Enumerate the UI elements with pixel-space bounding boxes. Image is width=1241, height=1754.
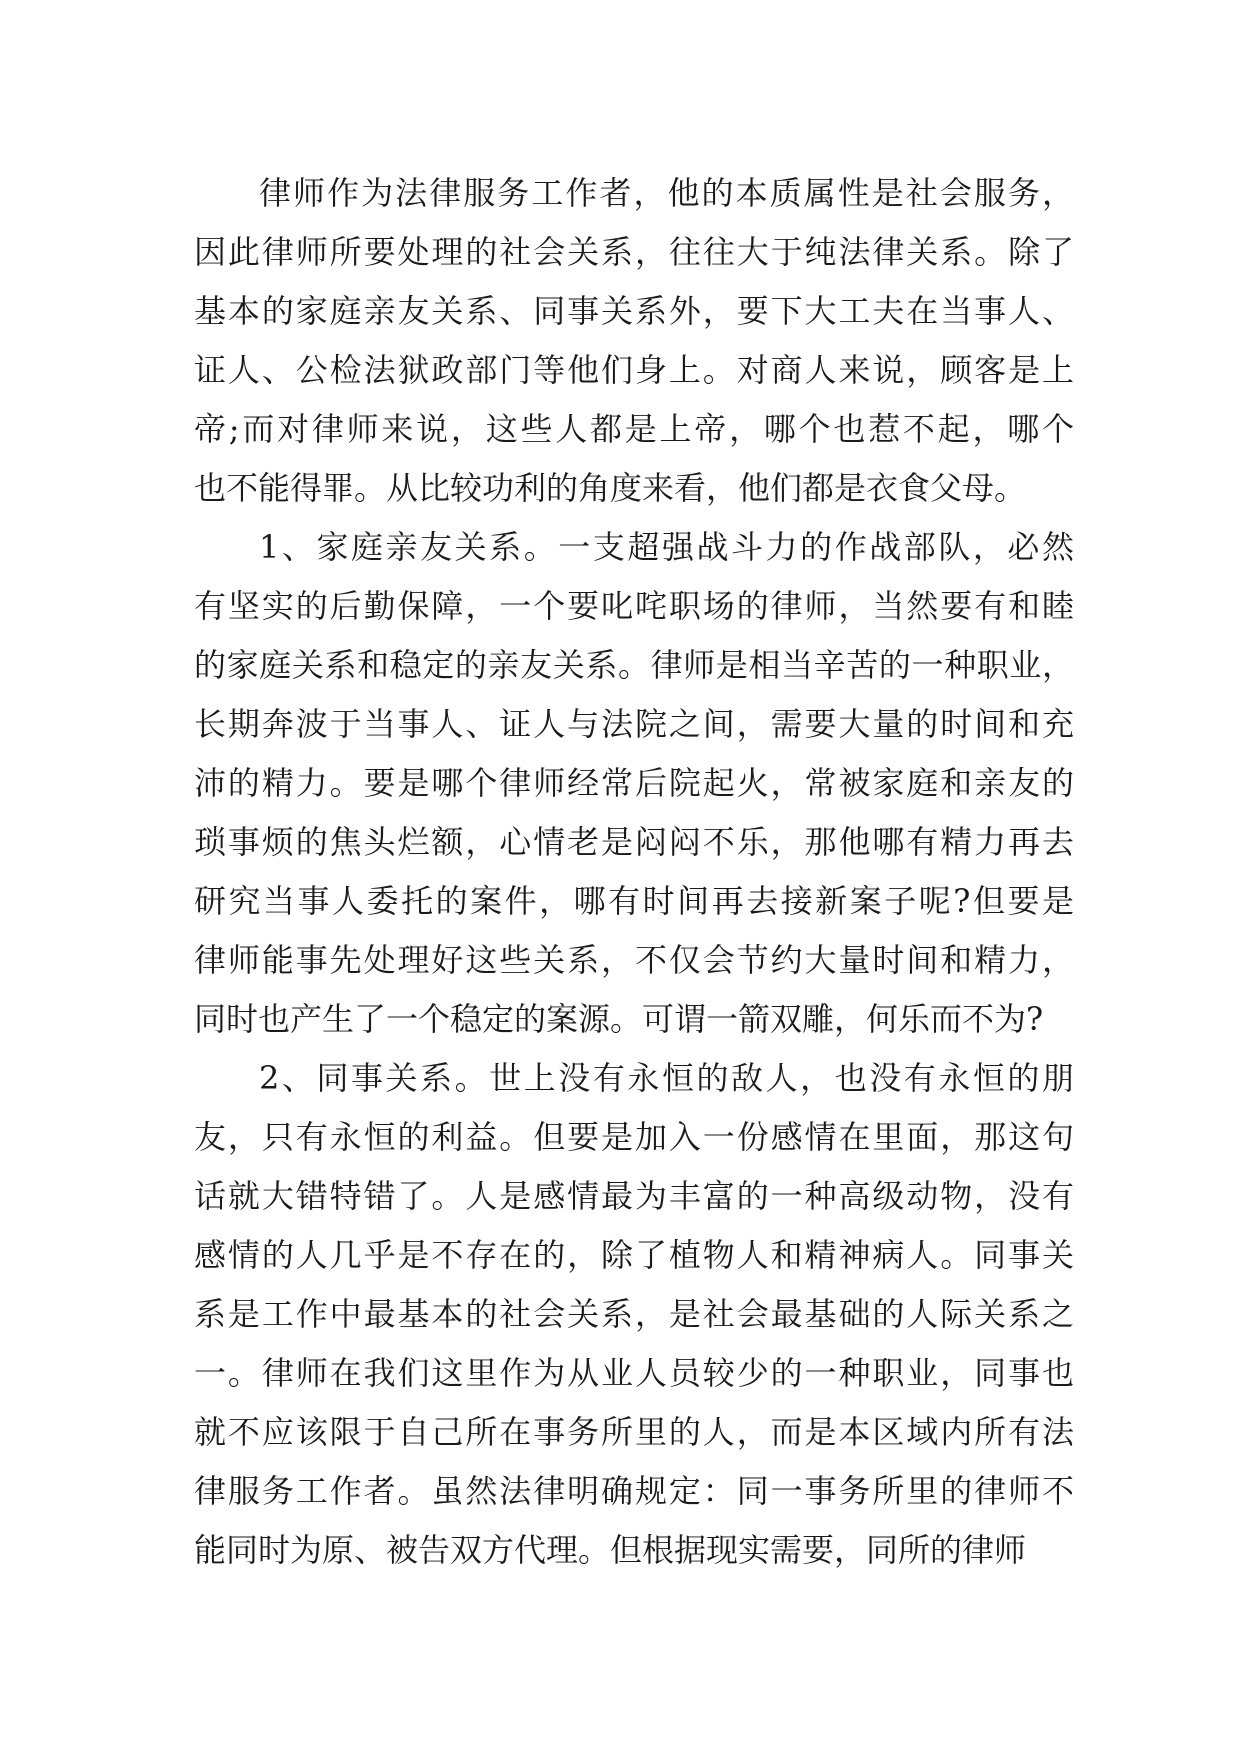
paragraph-intro: [194, 164, 1074, 518]
text-line: 感情的人几乎是不存在的，除了植物人和精神病人。同事关: [194, 1236, 1074, 1274]
body-text: [194, 164, 1074, 1580]
text-line: 律师作为法律服务工作者，他的本质属性是社会服务，: [259, 174, 1074, 212]
paragraph-colleague-relations: [194, 1049, 1074, 1580]
text-line: 琐事烦的焦头烂额，心情老是闷闷不乐，那他哪有精力再去: [194, 823, 1074, 861]
text-line: 同时也产生了一个稳定的案源。可谓一箭双雕，何乐而不为?: [194, 1000, 1044, 1038]
text-line: 帝;而对律师来说，这些人都是上帝，哪个也惹不起，哪个: [194, 410, 1074, 448]
text-line: 因此律师所要处理的社会关系，往往大于纯法律关系。除了: [194, 233, 1074, 271]
text-line: 证人、公检法狱政部门等他们身上。对商人来说，顾客是上: [194, 351, 1074, 389]
text-line: 研究当事人委托的案件，哪有时间再去接新案子呢?但要是: [194, 882, 1074, 920]
text-line: 沛的精力。要是哪个律师经常后院起火，常被家庭和亲友的: [194, 764, 1074, 802]
text-line: 就不应该限于自己所在事务所里的人，而是本区域内所有法: [194, 1413, 1074, 1451]
text-line: 律服务工作者。虽然法律明确规定：同一事务所里的律师不: [194, 1472, 1074, 1510]
text-line: 有坚实的后勤保障，一个要叱咤职场的律师，当然要有和睦: [194, 587, 1074, 625]
text-line: 律师能事先处理好这些关系，不仅会节约大量时间和精力，: [194, 941, 1074, 979]
text-line: 长期奔波于当事人、证人与法院之间，需要大量的时间和充: [194, 705, 1074, 743]
text-line: 的家庭关系和稳定的亲友关系。律师是相当辛苦的一种职业，: [194, 646, 1074, 684]
text-line: 2、同事关系。世上没有永恒的敌人，也没有永恒的朋: [259, 1059, 1074, 1097]
text-line: 也不能得罪。从比较功利的角度来看，他们都是衣食父母。: [194, 469, 1027, 507]
text-line: 话就大错特错了。人是感情最为丰富的一种高级动物，没有: [194, 1177, 1074, 1215]
text-line: 1、家庭亲友关系。一支超强战斗力的作战部队，必然: [259, 528, 1074, 566]
text-line: 一。律师在我们这里作为从业人员较少的一种职业，同事也: [194, 1354, 1074, 1392]
text-line: 友，只有永恒的利益。但要是加入一份感情在里面，那这句: [194, 1118, 1074, 1156]
text-line: 能同时为原、被告双方代理。但根据现实需要，同所的律师: [194, 1531, 1027, 1569]
text-line: 系是工作中最基本的社会关系，是社会最基础的人际关系之: [194, 1295, 1074, 1333]
text-line: 基本的家庭亲友关系、同事关系外，要下大工夫在当事人、: [194, 292, 1074, 330]
paragraph-family-relations: [194, 518, 1074, 1049]
